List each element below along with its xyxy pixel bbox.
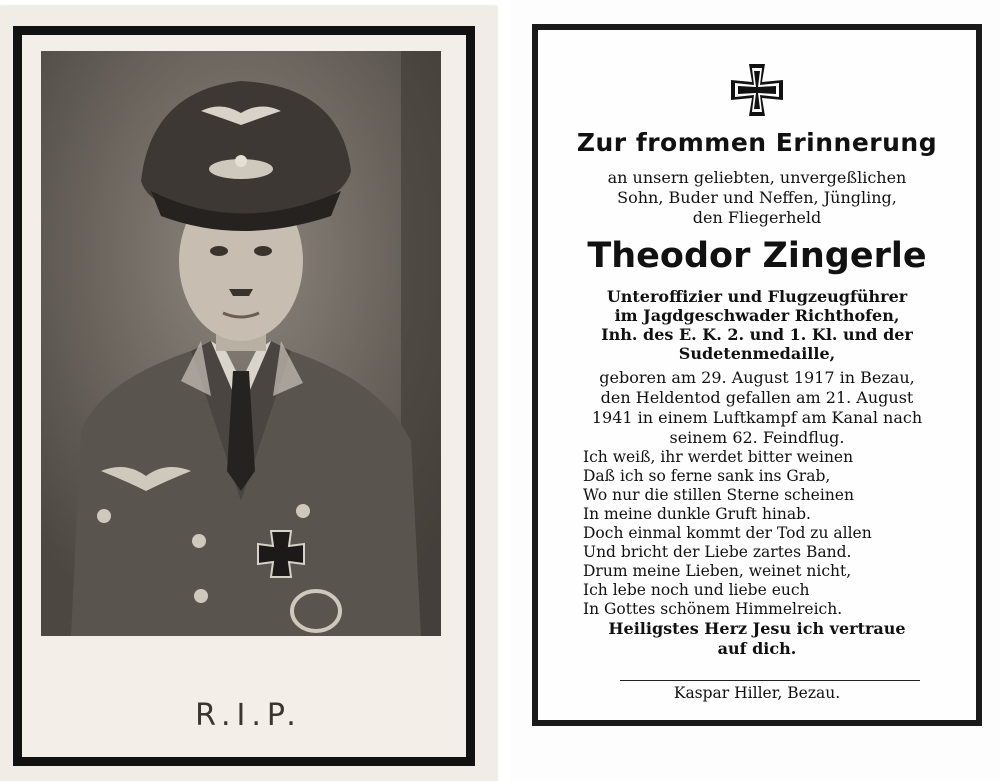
poem-line: Wo nur die stillen Sterne scheinen bbox=[583, 486, 854, 504]
poem-line: Doch einmal kommt der Tod zu allen bbox=[583, 524, 872, 542]
rank-line: Sudetenmedaille, bbox=[678, 344, 836, 363]
birth-line: geboren am 29. August 1917 in Bezau, bbox=[599, 368, 915, 387]
rank-line: im Jagdgeschwader Richthofen, bbox=[614, 306, 900, 325]
black-text-border bbox=[532, 24, 982, 726]
closing-prayer bbox=[538, 619, 976, 659]
intro-line: Sohn, Buder und Neffen, Jüngling, bbox=[617, 188, 897, 207]
poem-line: In meine dunkle Gruft hinab. bbox=[583, 505, 811, 523]
birth-line: 1941 in einem Luftkampf am Kanal nach bbox=[591, 408, 923, 427]
birth-line: den Heldentod gefallen am 21. August bbox=[600, 388, 914, 407]
poem-line: In Gottes schönem Himmelreich. bbox=[583, 600, 843, 618]
poem-text bbox=[583, 448, 963, 619]
deceased-name: Theodor Zingerle bbox=[587, 236, 927, 276]
birth-line: seinem 62. Feindflug. bbox=[669, 428, 845, 447]
rip-caption: R.I.P. bbox=[195, 698, 302, 733]
intro-text bbox=[538, 168, 976, 228]
divider-line bbox=[620, 680, 920, 681]
card-heading: Zur frommen Erinnerung bbox=[576, 128, 938, 157]
poem-line: Drum meine Lieben, weinet nicht, bbox=[583, 562, 852, 580]
soldier-portrait-image bbox=[41, 51, 441, 636]
poem-line: Ich lebe noch und liebe euch bbox=[583, 581, 810, 599]
poem-line: Ich weiß, ihr werdet bitter weinen bbox=[583, 448, 854, 466]
iron-cross-icon bbox=[729, 62, 785, 118]
intro-line: den Fliegerheld bbox=[692, 208, 822, 227]
printer-credit: Kaspar Hiller, Bezau. bbox=[673, 684, 841, 702]
rank-text bbox=[538, 287, 976, 363]
prayer-line: Heiligstes Herz Jesu ich vertraue bbox=[608, 619, 906, 638]
rank-line: Unteroffizier und Flugzeugführer bbox=[606, 287, 908, 306]
portrait-photo bbox=[41, 51, 441, 636]
memorial-card-back bbox=[511, 0, 1000, 781]
iron-cross-icon-wrap bbox=[538, 62, 976, 122]
poem-line: Daß ich so ferne sank ins Grab, bbox=[583, 467, 831, 485]
poem-line: Und bricht der Liebe zartes Band. bbox=[583, 543, 852, 561]
intro-line: an unsern geliebten, unvergeßlichen bbox=[607, 168, 907, 187]
memorial-card-front bbox=[0, 6, 497, 781]
birth-death-text bbox=[538, 368, 976, 448]
prayer-line: auf dich. bbox=[717, 639, 797, 658]
rank-line: Inh. des E. K. 2. und 1. Kl. und der bbox=[601, 325, 913, 344]
